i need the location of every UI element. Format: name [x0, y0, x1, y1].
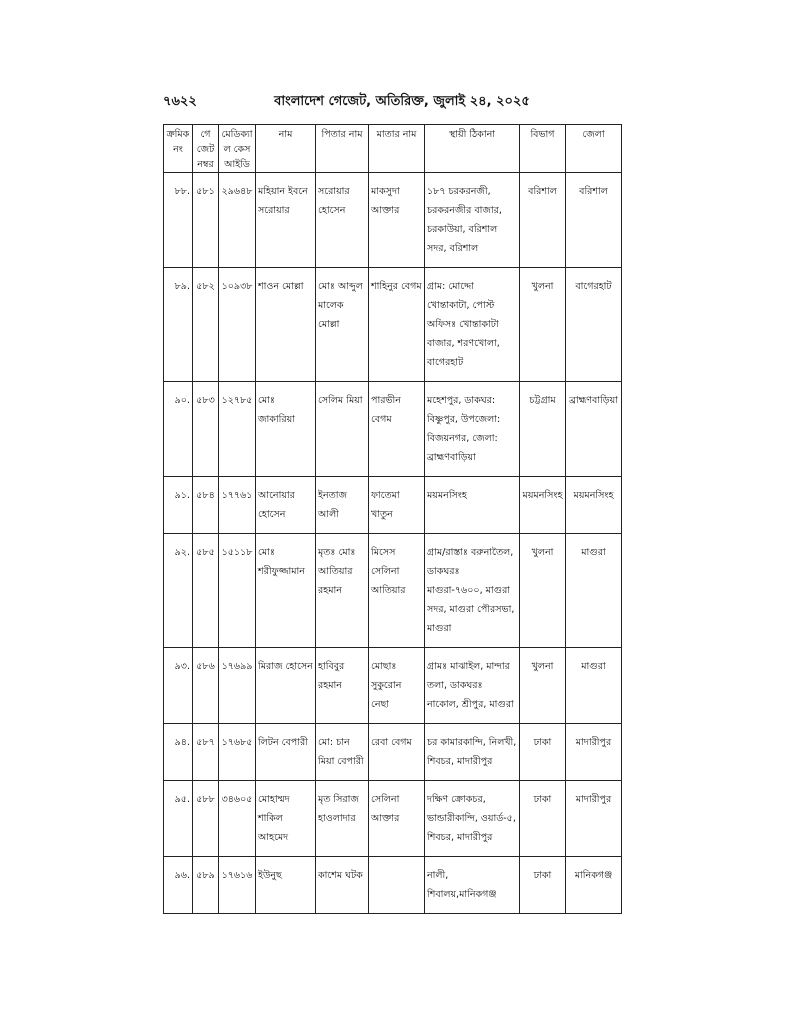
serial-cell: ৯৫. [164, 781, 193, 857]
gazette-no-cell: ৫৮৪ [193, 477, 219, 534]
mother-name-cell: সেলিনা আক্তার [369, 781, 425, 857]
father-name-cell: ইনতাজ আলী [316, 477, 369, 534]
father-name-cell: মো: চান মিয়া বেপারী [316, 724, 369, 781]
father-name-cell: মৃতঃ মোঃ আতিয়ার রহমান [316, 534, 369, 648]
name-cell: মোঃ জাকারিয়া [256, 382, 316, 477]
column-header: নাম [256, 125, 316, 173]
mother-name-cell [369, 857, 425, 914]
serial-cell: ৯২. [164, 534, 193, 648]
name-cell: মোহাম্মদ শাকিল আহমেদ [256, 781, 316, 857]
name-cell: মোঃ শরীফুজ্জামান [256, 534, 316, 648]
serial-cell: ৮৮. [164, 173, 193, 268]
division-cell: ঢাকা [520, 781, 566, 857]
case-id-cell: ১৫১১৮ [219, 534, 256, 648]
case-id-cell: ১০৯৩৮ [219, 268, 256, 382]
district-cell: মানিকগঞ্জ [566, 857, 622, 914]
division-cell: চট্টগ্রাম [520, 382, 566, 477]
district-cell: ময়মনসিংহ [566, 477, 622, 534]
district-cell: মাদারীপুর [566, 781, 622, 857]
page-header [163, 92, 601, 112]
address-cell: চর কামারকান্দি, নিলখী, শিবচর, মাদারীপুর [425, 724, 520, 781]
column-header: পিতার নাম [316, 125, 369, 173]
serial-cell: ৮৯. [164, 268, 193, 382]
gazette-no-cell: ৫৮৮ [193, 781, 219, 857]
father-name-cell: সেলিম মিয়া [316, 382, 369, 477]
name-cell: মহিয়ান ইবনে সরোয়ার [256, 173, 316, 268]
district-cell: মাদারীপুর [566, 724, 622, 781]
mother-name-cell: পারভীন বেগম [369, 382, 425, 477]
father-name-cell: মোঃ আব্দুল মালেক মোল্লা [316, 268, 369, 382]
division-cell: খুলনা [520, 534, 566, 648]
father-name-cell: মৃত সিরাজ হাওলাদার [316, 781, 369, 857]
column-header: মেডিক্যাল কেস আইডি [219, 125, 256, 173]
case-id-cell: ১৭৬১৬ [219, 857, 256, 914]
name-cell: শাওন মোল্লা [256, 268, 316, 382]
serial-cell: ৯০. [164, 382, 193, 477]
mother-name-cell: শাহিনুর বেগম [369, 268, 425, 382]
name-cell: মিরাজ হোসেন [256, 648, 316, 724]
gazette-table [163, 124, 622, 914]
division-cell: খুলনা [520, 648, 566, 724]
table-row [164, 173, 622, 268]
table-row [164, 724, 622, 781]
case-id-cell: ১৭৭৬১ [219, 477, 256, 534]
gazette-no-cell: ৫৮৫ [193, 534, 219, 648]
name-cell: ইউনুছ [256, 857, 316, 914]
column-header: ক্রমিক নং [164, 125, 193, 173]
gazette-no-cell: ৫৮৩ [193, 382, 219, 477]
name-cell: লিটন বেপারী [256, 724, 316, 781]
gazette-no-cell: ৫৮৭ [193, 724, 219, 781]
mother-name-cell: মাকসুদা আক্তার [369, 173, 425, 268]
column-header: বিভাগ [520, 125, 566, 173]
district-cell: বরিশাল [566, 173, 622, 268]
district-cell: বাগেরহাট [566, 268, 622, 382]
address-cell: ময়মনসিংহ [425, 477, 520, 534]
mother-name-cell: মিসেস সেলিনা আতিয়ার [369, 534, 425, 648]
page-number: ৭৬২২ [163, 94, 197, 109]
case-id-cell: ১২৭৮৫ [219, 382, 256, 477]
serial-cell: ৯৩. [164, 648, 193, 724]
serial-cell: ৯১. [164, 477, 193, 534]
table-row [164, 857, 622, 914]
serial-cell: ৯৪. [164, 724, 193, 781]
gazette-no-cell: ৫৮৯ [193, 857, 219, 914]
column-header: গেজেট নম্বর [193, 125, 219, 173]
column-header: স্থায়ী ঠিকানা [425, 125, 520, 173]
table-row [164, 534, 622, 648]
gazette-no-cell: ৫৮২ [193, 268, 219, 382]
case-id-cell: ১৭৬৮৫ [219, 724, 256, 781]
gazette-title: বাংলাদেশ গেজেট, অতিরিক্ত, জুলাই ২৪, ২০২৫ [274, 94, 530, 109]
table-row [164, 781, 622, 857]
address-cell: নালী, শিবালয়,মানিকগঞ্জ [425, 857, 520, 914]
address-cell: গ্রামঃ মাঝাইল, মান্দার তলা, ডাকঘরঃ নাকোল, শ্রীপুর, মাগুরা [425, 648, 520, 724]
mother-name-cell: ফাতেমা খাতুন [369, 477, 425, 534]
address-cell: ১৮৭ চরকরনজী, চরকরনজীর বাজার, চরকাউয়া, বরিশাল সদর, বরিশাল [425, 173, 520, 268]
table-row [164, 382, 622, 477]
table-header-row [164, 125, 622, 173]
gazette-no-cell: ৫৮১ [193, 173, 219, 268]
address-cell: দক্ষিণ ক্রোকচর, ভান্ডারীকান্দি, ওয়ার্ড-৫, শিবচর, মাদারীপুর [425, 781, 520, 857]
father-name-cell: কাশেম ঘটক [316, 857, 369, 914]
case-id-cell: ১৭৬৯৯ [219, 648, 256, 724]
district-cell: মাগুরা [566, 648, 622, 724]
district-cell: মাগুরা [566, 534, 622, 648]
table-row [164, 477, 622, 534]
father-name-cell: হাবিবুর রহমান [316, 648, 369, 724]
table-row [164, 648, 622, 724]
case-id-cell: ৩৪৬০৫ [219, 781, 256, 857]
mother-name-cell: রেবা বেগম [369, 724, 425, 781]
address-cell: গ্রাম: মোদ্দো খোন্তাকাটা, পোস্ট অফিসঃ খোন্তাকাটা বাজার, শরণখোলা, বাগেরহাট [425, 268, 520, 382]
address-cell: মহেশপুর, ডাকঘর: বিষ্ণুপুর, উপজেলা: বিজয়নগর, জেলা: ব্রাহ্মণবাড়িয়া [425, 382, 520, 477]
father-name-cell: সরোয়ার হোসেন [316, 173, 369, 268]
gazette-no-cell: ৫৮৬ [193, 648, 219, 724]
case-id-cell: ২৯৬৪৮ [219, 173, 256, 268]
mother-name-cell: মোছাঃ সুকুরোন নেছা [369, 648, 425, 724]
division-cell: ঢাকা [520, 724, 566, 781]
table-row [164, 268, 622, 382]
division-cell: বরিশাল [520, 173, 566, 268]
division-cell: খুলনা [520, 268, 566, 382]
division-cell: ময়মনসিংহ [520, 477, 566, 534]
name-cell: আনোয়ার হোসেন [256, 477, 316, 534]
column-header: জেলা [566, 125, 622, 173]
column-header: মাতার নাম [369, 125, 425, 173]
district-cell: ব্রাহ্মণবাড়িয়া [566, 382, 622, 477]
address-cell: গ্রাম/রাস্তাঃ বরুনাতৈল, ডাকঘরঃ মাগুরা-৭৬০০, মাগুরা সদর, মাগুরা পৌরসভা, মাগুরা [425, 534, 520, 648]
serial-cell: ৯৬. [164, 857, 193, 914]
division-cell: ঢাকা [520, 857, 566, 914]
